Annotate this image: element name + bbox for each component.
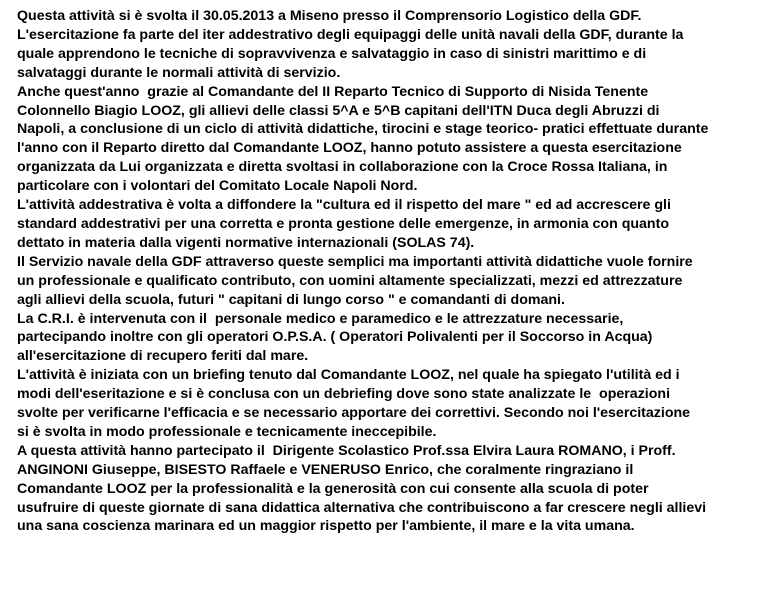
- text-line: Anche quest'anno grazie al Comandante del II Reparto Tecnico di Supporto di Nisida Tenente: [17, 83, 649, 100]
- text-line: Questa attività si è svolta il 30.05.2013 a Miseno presso il Comprensorio Logistico della GDF.: [17, 8, 642, 24]
- text-line: L'attività addestrativa è volta a diffondere la "cultura ed il rispetto del mare " ed ad accrescere gli: [17, 197, 671, 214]
- text-line: dettato in materia dalla vigenti normative internazionali (SOLAS 74).: [17, 234, 475, 251]
- text-line: La C.R.I. è intervenuta con il personale medico e paramedico e le attrezzature necessarie,: [17, 310, 624, 327]
- text-line: modi dell'eseritazione e si è conclusa con un debriefing dove sono state analizzate le operazioni: [17, 386, 671, 403]
- text-line: svolte per verificarne l'efficacia e se necessario apportare dei correttivi. Secondo noi l'esercitazione: [17, 405, 691, 422]
- text-line: organizzata da Lui organizzata e diretta svoltasi in collaborazione con la Croce Rossa Italiana, in: [17, 159, 668, 176]
- document-body: [17, 7, 762, 536]
- text-line: Il Servizio navale della GDF attraverso queste semplici ma importanti attività didattiche vuole fornire: [17, 253, 693, 270]
- text-line: partecipando inoltre con gli operatori O.P.S.A. ( Operatori Polivalenti per il Soccorso in Acqua): [17, 329, 653, 346]
- text-line: standard addestrativi per una corretta e pronta gestione delle emergenze, in armonia con quanto: [17, 215, 669, 232]
- text-line: una sana coscienza marinara ed un maggior rispetto per l'ambiente, il mare e la vita umana.: [17, 518, 635, 535]
- text-line: particolare con i volontari del Comitato Locale Napoli Nord.: [17, 178, 418, 195]
- text-line: si è svolta in modo professionale e tecnicamente ineccepibile.: [17, 423, 437, 440]
- text-line: un professionale e qualificato contributo, con uomini altamente specializzati, mezzi ed attrezzature: [17, 272, 683, 289]
- text-line: l'anno con il Reparto diretto dal Comandante LOOZ, hanno potuto assistere a questa esercitazione: [17, 140, 682, 157]
- text-line: quale apprendono le tecniche di sopravvivenza e salvataggio in caso di sinistri marittimo e di: [17, 45, 647, 62]
- text-line: ANGINONI Giuseppe, BISESTO Raffaele e VENERUSO Enrico, che coralmente ringraziano il: [17, 461, 634, 478]
- text-line: usufruire di queste giornate di sana didattica alternativa che contribuiscono a far crescere negli allievi: [17, 499, 707, 516]
- text-line: agli allievi della scuola, futuri " capitani di lungo corso " e comandanti di domani.: [17, 291, 565, 308]
- text-line: Colonnello Biagio LOOZ, gli allievi delle classi 5^A e 5^B capitani dell'ITN Duca degli Abruzzi di: [17, 102, 660, 119]
- text-line: all'esercitazione di recupero feriti dal mare.: [17, 348, 309, 365]
- text-line: Napoli, a conclusione di un ciclo di attività didattiche, tirocini e stage teorico- pratici effettuate durante: [17, 121, 709, 138]
- text-line: L'attività è iniziata con un briefing tenuto dal Comandante LOOZ, nel quale ha spiegato l'utilità ed i: [17, 367, 680, 384]
- text-line: salvataggi durante le normali attività di servizio.: [17, 64, 341, 81]
- text-line: A questa attività hanno partecipato il Dirigente Scolastico Prof.ssa Elvira Laura ROMANO, i Proff.: [17, 442, 676, 459]
- text-line: L'esercitazione fa parte del iter addestrativo degli equipaggi delle unità navali della GDF, durante la: [17, 26, 684, 43]
- text-line: Comandante LOOZ per la professionalità e la generosità con cui consente alla scuola di poter: [17, 480, 649, 497]
